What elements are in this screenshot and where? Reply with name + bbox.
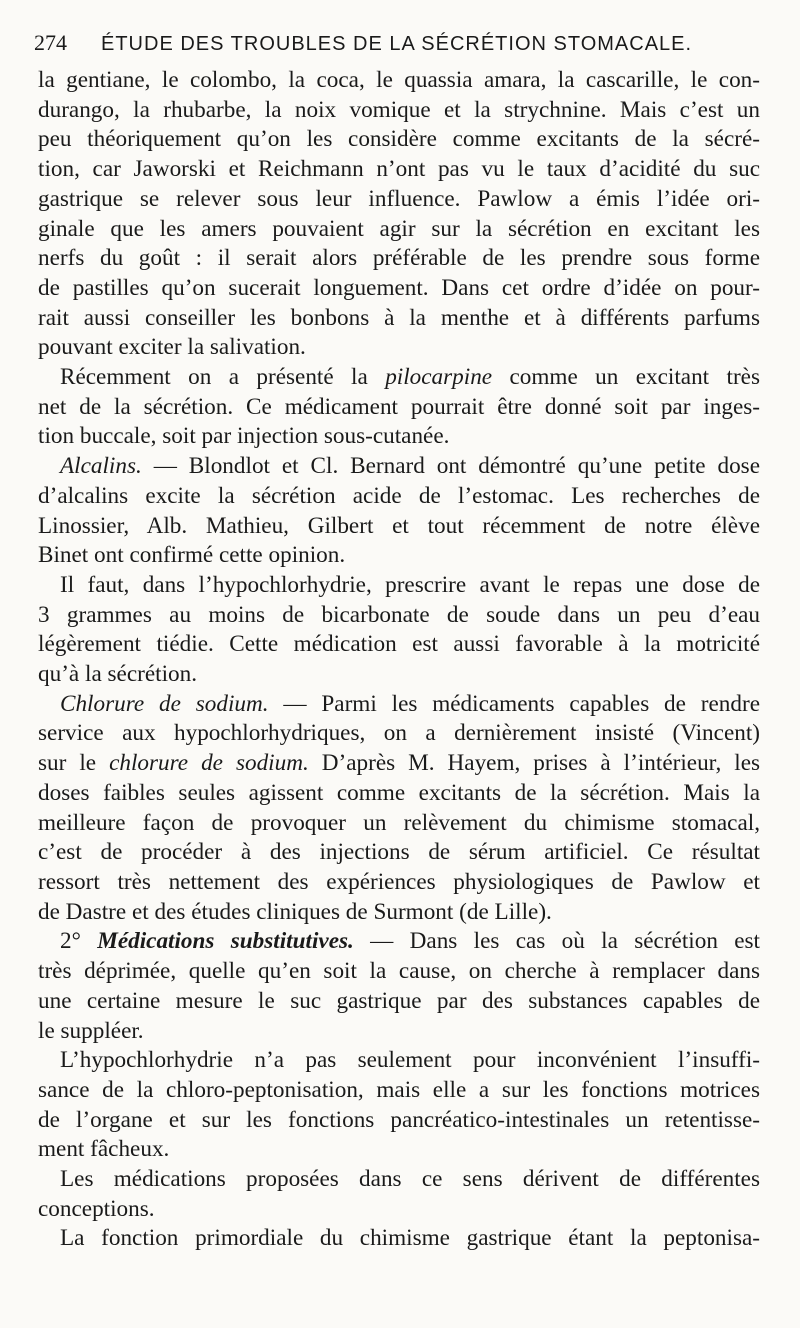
- text-line: Binet ont confirmé cette opinion.: [38, 542, 346, 569]
- text-line: Les médications proposées dans ce sens dérivent de différentes: [60, 1166, 760, 1193]
- text-line: net de la sécrétion. Ce médicament pourrait être donné soit par inges-: [38, 393, 760, 420]
- italic-term: chlorure de sodium.: [109, 750, 309, 777]
- text-line: meilleure façon de provoquer un relèvement du chimisme stomacal,: [38, 809, 760, 836]
- text-run: — Parmi les médicaments capables de rendre: [268, 690, 760, 717]
- text-line: L’hypochlorhydrie n’a pas seulement pour inconvénient l’insuffi-: [60, 1047, 760, 1074]
- text-line: ressort très nettement des expériences physiologiques de Pawlow et: [38, 868, 760, 895]
- text-line: pouvant exciter la salivation.: [38, 334, 306, 361]
- text-line: durango, la rhubarbe, la noix vomique et la strychnine. Mais c’est un: [38, 96, 760, 123]
- text-line: ginale que les amers pouvaient agir sur la sécrétion en excitant les: [38, 215, 760, 242]
- text-line: Il faut, dans l’hypochlorhydrie, prescrire avant le repas une dose de: [60, 571, 760, 598]
- text-line: de pastilles qu’on sucerait longuement. Dans cet ordre d’idée on pour-: [38, 274, 760, 301]
- text-line: très déprimée, quelle qu’en soit la cause, on cherche à remplacer dans: [38, 958, 760, 985]
- text-run: comme un excitant très: [492, 364, 760, 391]
- italic-term: Alcalins.: [60, 453, 142, 480]
- text-run: 2°: [60, 928, 98, 955]
- text-line: Linossier, Alb. Mathieu, Gilbert et tout récemment de notre élève: [38, 512, 760, 539]
- running-title: ÉTUDE DES TROUBLES DE LA SÉCRÉTION STOMACALE.: [101, 33, 693, 55]
- text-line: c’est de procéder à des injections de sérum artificiel. Ce résultat: [38, 839, 760, 866]
- text-line: d’alcalins excite la sécrétion acide de l’estomac. Les recherches de: [38, 482, 760, 509]
- text-line: service aux hypochlorhydriques, on a dernièrement insisté (Vincent): [38, 720, 760, 747]
- text-line: [38, 927, 760, 957]
- text-line: de Dastre et des études cliniques de Surmont (de Lille).: [38, 898, 552, 925]
- text-line: la gentiane, le colombo, la coca, le quassia amara, la cascarille, le con-: [38, 67, 760, 93]
- text-line: [38, 452, 760, 482]
- text-line: 3 grammes au moins de bicarbonate de soude dans un peu d’eau: [38, 601, 760, 628]
- text-line: doses faibles seules agissent comme excitants de la sécrétion. Mais la: [38, 779, 760, 806]
- text-line: légèrement tiédie. Cette médication est aussi favorable à la motricité: [38, 631, 760, 658]
- text-line: [38, 363, 760, 393]
- text-line: de l’organe et sur les fonctions pancréatico-intestinales un retentisse-: [38, 1106, 760, 1133]
- text-line: La fonction primordiale du chimisme gastrique étant la peptonisa-: [60, 1225, 760, 1252]
- text-line: conceptions.: [38, 1195, 155, 1222]
- text-line: nerfs du goût : il serait alors préférable de les prendre sous forme: [38, 245, 760, 272]
- text-line: ment fâcheux.: [38, 1136, 170, 1163]
- text-run: sur le: [38, 750, 110, 777]
- text-run: Récemment on a présenté la: [60, 364, 386, 391]
- text-line: rait aussi conseiller les bonbons à la menthe et à différents parfums: [38, 304, 760, 331]
- text-line: [38, 690, 760, 720]
- text-line: une certaine mesure le suc gastrique par des substances capables de: [38, 987, 760, 1014]
- text-line: tion, car Jaworski et Reichmann n’ont pas vu le taux d’acidité du suc: [38, 156, 760, 183]
- page-number: 274: [34, 30, 67, 55]
- text-run: — Blondlot et Cl. Bernard ont démontré qu’une petite dose: [141, 453, 760, 480]
- text-line: peu théoriquement qu’on les considère comme excitants de la sécré-: [38, 126, 760, 153]
- text-line: qu’à la sécrétion.: [38, 661, 198, 688]
- text-run: D’après M. Hayem, prises à l’intérieur, les: [308, 750, 761, 777]
- text-line: le suppléer.: [38, 1017, 144, 1044]
- body-text: [38, 66, 760, 1254]
- text-run: — Dans les cas où la sécrétion est: [353, 928, 761, 955]
- text-line: gastrique se relever sous leur influence. Pawlow a émis l’idée ori-: [38, 185, 760, 212]
- text-line: sance de la chloro-peptonisation, mais elle a sur les fonctions motrices: [38, 1076, 760, 1103]
- text-line: tion buccale, soit par injection sous-cutanée.: [38, 423, 450, 450]
- italic-term: Chlorure de sodium.: [60, 690, 269, 717]
- section-heading: Médications substitutives.: [97, 928, 354, 955]
- page-header: [34, 30, 764, 62]
- text-line: [38, 749, 760, 779]
- italic-term: pilocarpine: [385, 364, 493, 391]
